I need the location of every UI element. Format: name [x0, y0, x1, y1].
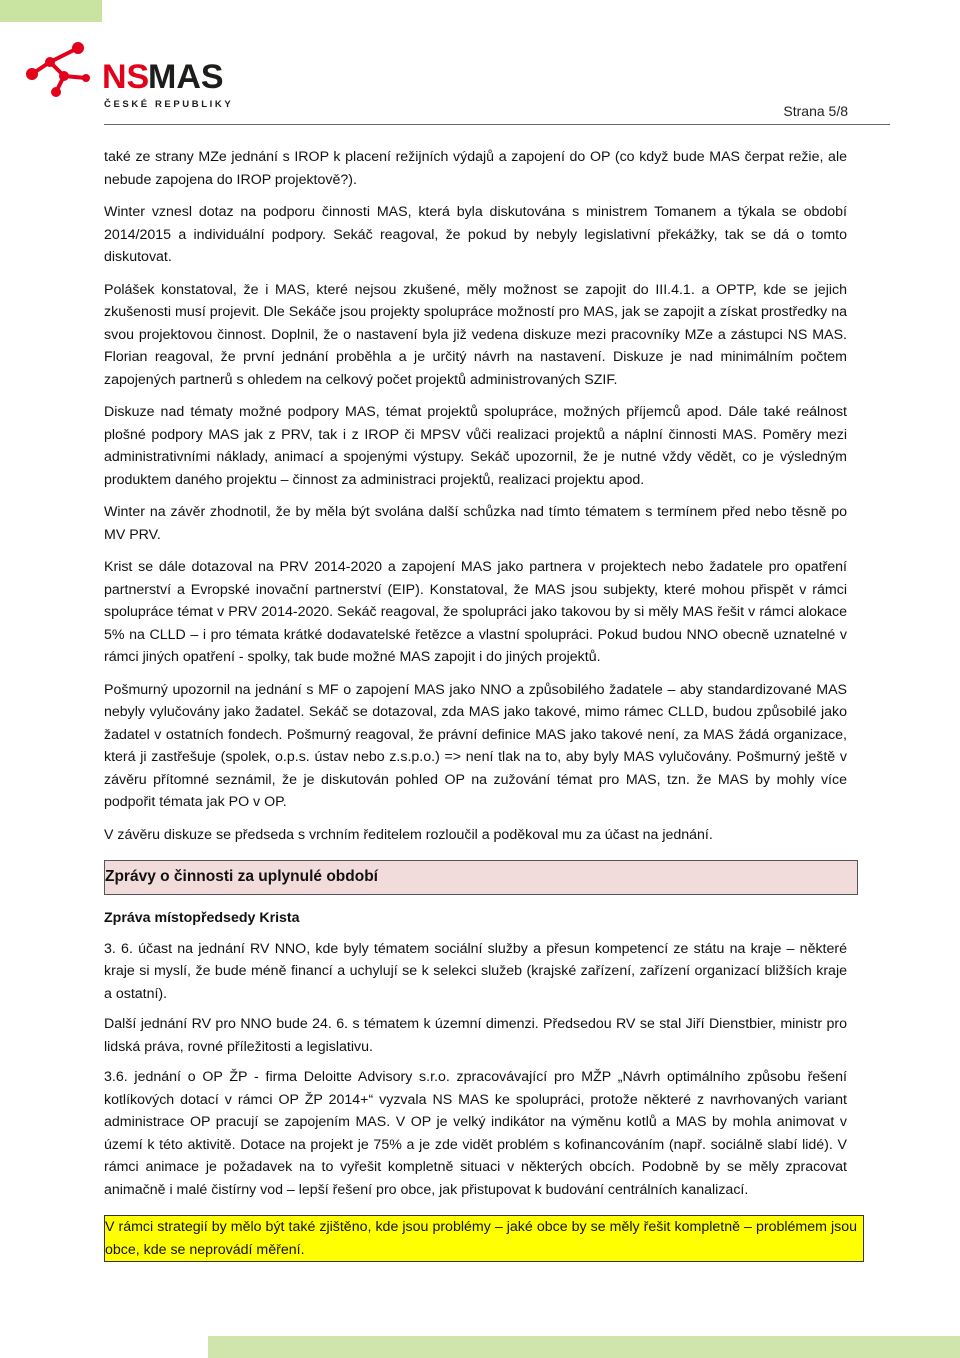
paragraph: Polášek konstatoval, že i MAS, které nejsou zkušené, měly možnost se zapojit do III.4.1. a OPTP, kde se jejich zkušenosti musí projevit. Dle Sekáče jsou projekty spolupráce možností pro MAS, jak se zapojit a získat prostředky na svou projektovou činnost. Doplnil, že o nastavení byla již vedena diskuze mezi pracovníky MZe a zástupci NS MAS. Florian reagoval, že první jednání proběhla a je určitý návrh na nastavení. Diskuze je nad minimálním počtem zapojených partnerů s ohledem na celkový počet projektů administrovaných SZIF. [104, 281, 847, 388]
corner-decoration-bottom [208, 1336, 960, 1358]
svg-text:MAS: MAS [148, 58, 224, 96]
paragraph: také ze strany MZe jednání s IROP k placení režijních výdajů a zapojení do OP (co když bude MAS čerpat režie, ale nebude zapojena do IROP projektově?). [104, 149, 847, 188]
paragraph: Diskuze nad tématy možné podpory MAS, témat projektů spolupráce, možných příjemců apod. Dále také reálnost plošné podpory MAS jak z PRV, tak i z IROP či MPSV vůči realizaci projektů a náplní činnosti MAS. Poměry mezi administrativními náklady, animací a spojenými výstupy. Sekáč upozornil, že je nutné vždy vědět, co je výsledným produktem daného projektu – činnost za administraci projektů, realizaci projektu apod. [104, 404, 847, 488]
header-divider [104, 124, 890, 125]
paragraph: Další jednání RV pro NNO bude 24. 6. s tématem k územní dimenzi. Předsedou RV se stal Jiří Dienstbier, ministr pro lidská práva, rovné příležitosti a legislativu. [104, 1016, 847, 1055]
paragraph: Winter vznesl dotaz na podporu činnosti MAS, která byla diskutována s ministrem Tomanem a týkala se období 2014/2015 a individuální podpory. Sekáč reagoval, že pokud by nebyly legislativní překážky, tak se dá o tomto diskutovat. [104, 204, 847, 265]
svg-text:NS: NS [102, 58, 150, 96]
paragraph: 3.6. jednání o OP ŽP - firma Deloitte Advisory s.r.o. zpracovávající pro MŽP „Návrh optimálního způsobu řešení kotlíkových dotací v rámci OP ŽP 2014+“ vyzvala NS MAS ke spolupráci, protože některé z navrhovaných variant administrace OP pracují se zapojením MAS. V OP je velký indikátor na výměnu kotlů a MAS by mohla animovat v území k této aktivitě. Dotace na projekt je 75% a je zde vidět problém s kofinancováním (např. sociálně slabí lidé). V rámci animace je požadavek na to vyřešit kompletně situaci v některých obcích. Podobně by se měly zpracovat animačně i malé čistírny vod – lepší řešení pro obce, jak přistupovat k budování centrálních kanalizací. [104, 1069, 847, 1198]
document-body [104, 146, 857, 1262]
paragraph: 3. 6. účast na jednání RV NNO, kde byly tématem sociální služby a přesun kompetencí ze státu na kraje – některé kraje si myslí, že bude méně financí a uchylují se k selekci služeb (krajské zařízení, zařízení organizací bližších kraje a ostatní). [104, 940, 847, 1002]
paragraph: Pošmurný upozornil na jednání s MF o zapojení MAS jako NNO a způsobilého žadatele – aby standardizované MAS nebyly vylučovány jako žadatel. Sekáč se dotazoval, zda MAS jako takové, mimo rámec CLLD, budou způsobilé jako žadatel v ostatních fondech. Pošmurný reagoval, že právní definice MAS jako takové není, za MAS žádá organizace, která ji zastřešuje (spolek, o.p.s. ústav nebo z.s.p.o.) => není tlak na to, aby byly MAS vylučovány. Pošmurný ještě v závěru přítomné seznámil, že je diskutován pohled OP na zužování témat pro MAS, tzn. že MAS by mohly více podpořit témata jak PO v OP. [104, 681, 847, 810]
nsmas-logo [20, 38, 235, 113]
highlighted-note: V rámci strategií by mělo být také zjištěno, kde jsou problémy – jaké obce by se měly řešit kompletně – problémem jsou obce, kde se neprovádí měření. [104, 1215, 864, 1262]
paragraph: Winter na závěr zhodnotil, že by měla být svolána další schůzka nad tímto tématem s termínem před nebo těsně po MV PRV. [104, 504, 847, 543]
paragraph: Krist se dále dotazoval na PRV 2014-2020 a zapojení MAS jako partnera v projektech nebo žadatele pro opatření partnerství a Evropské inovační partnerství (EIP). Konstatoval, že MAS jsou subjekty, které mohou přispět v rámci spolupráce témat v PRV 2014-2020. Sekáč reagoval, že spolupráci jako takovou by si měly MAS řešit v rámci alokace 5% na CLLD – i pro témata krátké dodavatelské řetězce a vlastní spolupráci. Pokud budou NNO obecně uznatelné v rámci jiných opatření - spolky, tak bude možné MAS zapojit i do jiných projektů. [104, 559, 847, 665]
section-heading: Zprávy o činnosti za uplynulé období [104, 860, 858, 895]
paragraph: V závěru diskuze se předseda s vrchním ředitelem rozloučil a poděkoval mu za účast na jednání. [104, 826, 713, 843]
section-subheading: Zpráva místopředsedy Krista [104, 910, 300, 926]
page-number: Strana 5/8 [783, 103, 848, 119]
corner-decoration-top [0, 0, 102, 22]
svg-text:ČESKÉ REPUBLIKY: ČESKÉ REPUBLIKY [104, 99, 234, 110]
